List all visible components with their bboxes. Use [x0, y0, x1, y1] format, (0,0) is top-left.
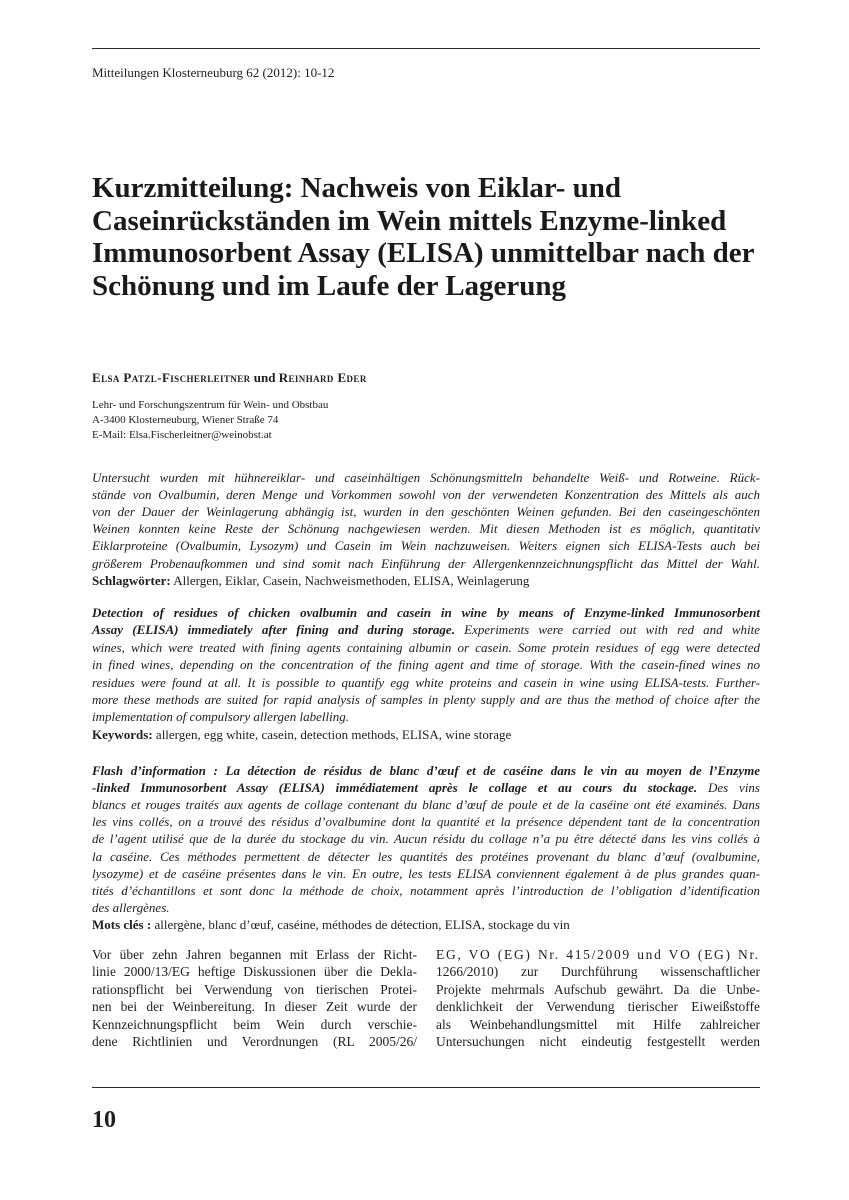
abstract-line: la caséine. Ces méthodes permettent de détecter les quantités des protéines provenant du blanc d’œuf (ovalbumine, — [92, 848, 760, 864]
header-rule — [92, 48, 760, 49]
abstract-text: Experiments were carried out with red and white — [464, 622, 761, 638]
affiliation-address: A-3400 Klosterneuburg, Wiener Straße 74 — [92, 413, 279, 426]
abstract-line — [92, 621, 760, 638]
keywords-label: Keywords: — [92, 726, 153, 742]
abstract-french — [92, 762, 760, 934]
abstract-line: tités d’échantillons et sont donc la méthode de choix, notamment après l’introduction de l’obligation d’identification — [92, 882, 760, 898]
body-line: denklichkeit der Verwendung tierischer Eiweißstoffe — [436, 999, 760, 1015]
abstract-line — [92, 779, 760, 796]
body-line: EG, VO (EG) Nr. 415/2009 und VO (EG) Nr. — [436, 947, 760, 962]
affiliation-institute: Lehr- und Forschungszentrum für Wein- und Obstbau — [92, 398, 329, 411]
author-list — [92, 369, 367, 387]
abstract-line: stände von Ovalbumin, deren Menge und Vorkommen sowohl von der verwendeten Konzentration des Mittels als auch — [92, 486, 760, 502]
affiliation — [92, 398, 328, 443]
keywords-list: allergen, egg white, casein, detection methods, ELISA, wine storage — [155, 726, 512, 742]
page-number: 10 — [92, 1107, 116, 1133]
abstract-text: Des vins — [708, 779, 760, 795]
body-line: Projekte mehrmals Aufschub gewährt. Da die Unbe- — [436, 981, 760, 997]
abstract-line: more these methods are suited for rapid analysis of samples in plenty supply and are thus the method of choice after the — [92, 692, 760, 708]
abstract-line: les vins collés, on a trouvé des résidus d’ovalbumine dont la quantité et la présence dépendent tant de la concentration — [92, 814, 760, 830]
body-column-right — [436, 946, 760, 1050]
abstract-heading: Flash d’information : La détection de résidus de blanc d’œuf et de caséine dans le vin au moyen de l’Enzyme — [92, 762, 760, 778]
keywords-label: Mots clés : — [92, 917, 152, 933]
footer-rule — [92, 1087, 760, 1088]
body-line: Vor über zehn Jahren begannen mit Erlass der Richt- — [92, 947, 417, 962]
abstract-line: lysozyme) et de caséine présentes dans le vin. En outre, les tests ELISA conviennent également à de plus grandes quan- — [92, 865, 760, 881]
keywords-list: Allergen, Eiklar, Casein, Nachweismethoden, ELISA, Weinlagerung — [173, 572, 530, 588]
body-column-left — [92, 946, 417, 1050]
abstract-line: Weinen konnten keine Reste der Schönung nachgewiesen werden. Mit diesen Methoden ist es möglich, quantitativ — [92, 521, 760, 537]
abstract-line: Untersucht wurden mit hühnereiklar- und caseinhältigen Schönungsmitteln behandelte Weiß- und Rotweine. Rück- — [92, 469, 760, 485]
abstract-line: residues were found at all. It is possible to quantify egg white proteins and casein in wine using ELISA-tests. Further- — [92, 674, 760, 690]
title-line: Caseinrückständen im Wein mittels Enzyme-linked — [92, 204, 727, 237]
keywords-german — [92, 572, 760, 589]
body-line: Kennzeichnungspflicht beim Wein durch verschie- — [92, 1016, 417, 1032]
affiliation-email: E-Mail: Elsa.Fischerleitner@weinobst.at — [92, 428, 272, 441]
abstract-line: implementation of compulsory allergen labelling. — [92, 709, 349, 725]
body-line: als Weinbehandlungsmittel mit Hilfe zahlreicher — [436, 1016, 760, 1032]
body-line: rationspflicht bei Verwendung von tierischen Protei- — [92, 981, 417, 997]
abstract-line: wines, which were treated with fining agents containing albumin or casein. Some protein residues of egg were detected — [92, 639, 760, 655]
abstract-heading: Assay (ELISA) immediately after fining and during storage. — [92, 622, 455, 638]
title-line: Kurzmitteilung: Nachweis von Eiklar- und — [92, 172, 622, 204]
abstract-german — [92, 469, 760, 589]
author-name: Elsa Patzl-Fischerleitner — [92, 370, 251, 385]
abstract-line: von der Dauer der Weinlagerung abhängig ist, wurden in den geschönten Weinen gefunden. Bei den caseingeschönten — [92, 503, 760, 519]
body-line: linie 2000/13/EG heftige Diskussionen über die Dekla- — [92, 964, 417, 980]
abstract-english — [92, 604, 760, 743]
article-title — [92, 172, 792, 302]
author-conjunction: und — [253, 370, 276, 385]
abstract-line: blancs et rouges traités aux agents de collage contenant du blanc d’œuf de poule et de la caséine ont été examinés. Dans — [92, 796, 760, 812]
abstract-heading: Detection of residues of chicken ovalbumin and casein in wine by means of Enzyme-linked Immunosorbent — [92, 605, 760, 620]
title-line: Immunosorbent Assay (ELISA) unmittelbar nach der — [92, 237, 755, 269]
body-line: Untersuchungen nicht eindeutig festgestellt werden — [436, 1034, 760, 1050]
abstract-line: de l’agent utilisé que de la durée du stockage du vin. Aucun résidu du collage n’a pu être détecté dans les vins collés à — [92, 831, 760, 847]
abstract-line: größerem Probenaufkommen und sind somit nach Einführung der Allergenkennzeichnungspflicht das Mittel der Wahl. — [92, 555, 760, 571]
abstract-heading: -linked Immunosorbent Assay (ELISA) immédiatement après le collage et au cours du stockage. — [92, 779, 698, 795]
abstract-line: in fined wines, depending on the concentration of the fining agent and time of storage. With the casein-fined wines no — [92, 657, 760, 673]
body-line: dene Richtlinien und Verordnungen (RL 2005/26/ — [92, 1034, 417, 1050]
body-line: 1266/2010) zur Durchführung wissenschaftlicher — [436, 964, 760, 980]
title-line: Schönung und im Laufe der Lagerung — [92, 269, 567, 302]
journal-citation: Mitteilungen Klosterneuburg 62 (2012): 10-12 — [92, 65, 335, 80]
abstract-line: Eiklarproteine (Ovalbumin, Lysozym) und Casein im Wein nachzuweisen. Weiters eignen sich ELISA-Tests auch bei — [92, 538, 760, 554]
keywords-label: Schlagwörter: — [92, 572, 171, 588]
abstract-line: des allergènes. — [92, 900, 170, 916]
abstract-line — [92, 604, 760, 621]
keywords-english — [92, 726, 760, 743]
body-line: nen bei der Weinbereitung. In dieser Zeit wurde der — [92, 999, 417, 1015]
keywords-french — [92, 916, 760, 933]
abstract-line — [92, 762, 760, 779]
author-name: Reinhard Eder — [278, 370, 367, 385]
keywords-list: allergène, blanc d’œuf, caséine, méthodes de détection, ELISA, stockage du vin — [154, 917, 570, 933]
